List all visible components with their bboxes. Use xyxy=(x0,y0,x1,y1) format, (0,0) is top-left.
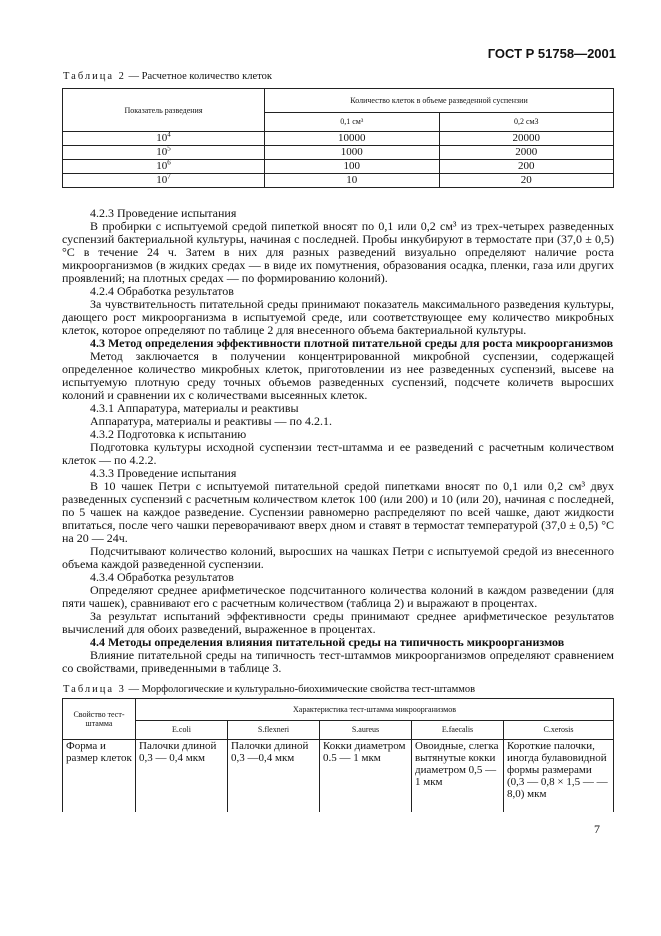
paragraph: За результат испытаний эффективности среды принимают среднее арифметическое результатов вычислений для обоих разведений, выраженное в процентах. xyxy=(62,609,614,636)
table3-caption-label: Таблица 3 xyxy=(63,684,126,695)
table-row: $10^5$ 1000 2000 xyxy=(63,146,614,160)
table3-strain: E.coli xyxy=(136,720,228,739)
table3-caption-title: — Морфологические и культурально-биохимические свойства тест-штаммов xyxy=(125,684,476,695)
paragraph: В пробирки с испытуемой средой пипеткой вносят по 0,1 или 0,2 см³ из трех-четырех разведенных суспензий бактериальной культуры, начиная с последней. Пробы инкубируют в термостате при (37,0 ± 0,5) °С в течение 24 ч. Затем в них для разных разведений визуально определяют наличие роста микроорганизмов (в жидких средах — в виде их помутнения, образования осадка, пленки, газа или других проявлений; на плотных средах — по формированию колоний). xyxy=(62,219,614,285)
table3-strain: E.faecalis xyxy=(412,720,504,739)
paragraph: 4.3.4 Обработка результатов xyxy=(90,570,234,584)
table3-cell: Палочки длиной 0,3 —0,4 мкм xyxy=(228,740,320,813)
paragraph: 4.2.3 Проведение испытания xyxy=(90,206,237,220)
table2-caption-title: — Расчетное количество клеток xyxy=(125,71,272,82)
table-row: $10^6$ 100 200 xyxy=(63,160,614,174)
table2-caption-label: Таблица 2 xyxy=(63,71,126,82)
paragraph: Подсчитывают количество колоний, выросших на чашках Петри с испытуемой средой из внесенного объема каждой разведенной суспензии. xyxy=(62,544,614,571)
table-row xyxy=(63,740,614,813)
table2-header-02: 0,2 см3 xyxy=(439,112,614,131)
table3-strain: C.xerosis xyxy=(504,720,614,739)
table-row: $10^4$ 10000 20000 xyxy=(63,132,614,146)
table2-header-group: Количество клеток в объеме разведенной суспензии xyxy=(265,89,614,113)
paragraph: Определяют среднее арифметическое подсчитанного количества колоний в каждом разведении (для пяти чашек), сравнивают его с расчетным количеством (таблица 2) и выражают в процентах. xyxy=(62,583,614,610)
table2-header-01: 0,1 см³ xyxy=(265,112,440,131)
paragraph: 4.2.4 Обработка результатов xyxy=(90,284,234,298)
section-heading: 4.4 Методы определения влияния питательной среды на типичность микроорганизмов xyxy=(90,635,565,649)
paragraph: Влияние питательной среды на типичность тест-штаммов микроорганизмов определяют сравнением со свойствами, приведенными в таблице 3. xyxy=(62,648,614,675)
table2-caption xyxy=(63,71,272,82)
paragraph: Метод заключается в получении концентрированной микробной суспензии, содержащей определенное количество микробных клеток, приготовлении из нее разведенных суспензий, высеве на испытуемую плотную среду точных объемов разведенных суспензий, подсчете количетв выросших колоний и сравнении их с количествами высеянных клеток. xyxy=(62,349,614,402)
document-header: ГОСТ Р 51758—2001 xyxy=(487,46,616,61)
paragraph: Подготовка культуры исходной суспензии тест-штамма и ее разведений с расчетным количеством клеток — по 4.2.2. xyxy=(62,440,614,467)
paragraph: 4.3.2 Подготовка к испытанию xyxy=(90,427,247,441)
body-text xyxy=(62,207,614,675)
paragraph: За чувствительность питательной среды принимают показатель максимального разведения культуры, дающего рост микроорганизма в испытуемой среде, или соответствующее ему количество микробных клеток, которое определяют по таблице 2 для внесенного объема бактериальной культуры. xyxy=(62,297,614,337)
table3-strain: S.flexneri xyxy=(228,720,320,739)
table3 xyxy=(62,698,614,812)
table3-cell: Овоидные, слегка вытянутые кокки диаметром 0,5 — 1 мкм xyxy=(412,740,504,813)
page-number: 7 xyxy=(594,822,600,836)
paragraph: 4.3.1 Аппаратура, материалы и реактивы xyxy=(90,401,299,415)
table2 xyxy=(62,88,614,188)
table3-header-group: Характеристика тест-штамма микроорганизмов xyxy=(136,699,614,721)
table3-cell: Короткие палочки, иногда булавовидной формы размерами (0,3 — 0,8 × 1,5 — — 8,0) мкм xyxy=(504,740,614,813)
table3-cell: Кокки диаметром 0.5 — 1 мкм xyxy=(320,740,412,813)
table3-row-label: Форма и размер клеток xyxy=(63,740,136,813)
paragraph: 4.3.3 Проведение испытания xyxy=(90,466,237,480)
table3-cell: Палочки длиной 0,3 — 0,4 мкм xyxy=(136,740,228,813)
table3-caption xyxy=(63,684,475,695)
section-heading: 4.3 Метод определения эффективности плотной питательной среды для роста микроорганизмов xyxy=(90,336,614,350)
table3-strain: S.aureus xyxy=(320,720,412,739)
table3-header-property: Свойство тест-штамма xyxy=(63,699,136,740)
table-row: $10^7$ 10 20 xyxy=(63,174,614,188)
paragraph: Аппаратура, материалы и реактивы — по 4.2.1. xyxy=(90,414,332,428)
table2-header-dilution: Показатель разведения xyxy=(63,89,265,132)
paragraph: В 10 чашек Петри с испытуемой питательной средой пипетками вносят по 0,1 или 0,2 см³ двух разведенных суспензий с расчетным количеством клеток 100 (или 200) и 10 (или 20), начиная с последней, по 5 чашек на каждое разведение. Суспензии равномерно распределяют по всей чашке, дают жидкости впитаться, после чего чашки переворачивают вверх дном и ставят в термостат температурой (37,0 ± 0,5) °С на 20 — 24ч. xyxy=(62,479,614,545)
